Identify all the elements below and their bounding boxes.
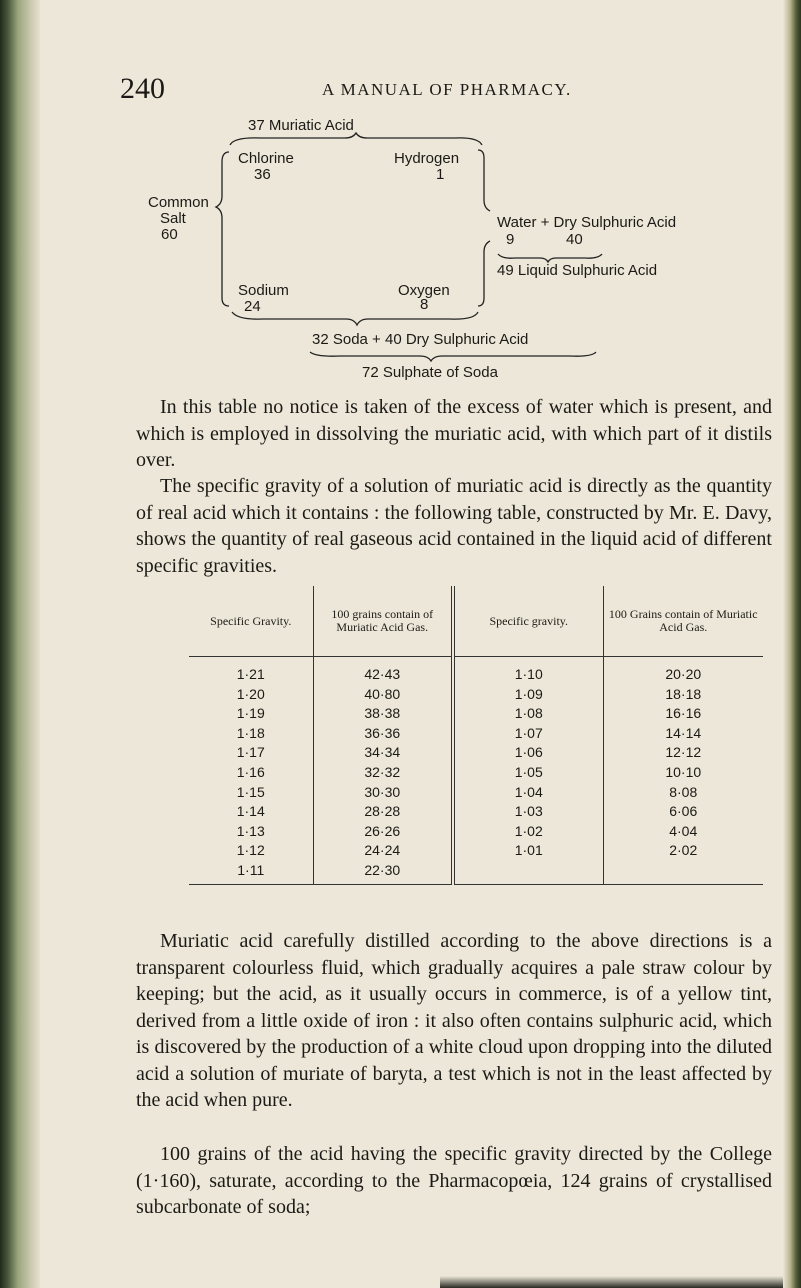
running-title: A MANUAL OF PHARMACY. [322,80,572,99]
header-specific-gravity-1: Specific Gravity. [189,586,313,657]
dry-acid-value: 40 [566,231,583,248]
table-cell: 34·34 [364,744,401,761]
table-cell: 6·06 [669,803,698,820]
table-cell: 26·26 [364,822,401,839]
table-cell: 8·08 [669,783,698,800]
paragraph-specific-gravity: The specific gravity of a solution of muriatic acid is directly as the quantity of real acid which it contains : the following table, constructed by Mr. E. Davy, shows the quantity of real gaseous acid contained in the liquid acid of different specific gravities. [136,475,772,577]
water-value: 9 [506,231,515,248]
table-cell: 1·07 [514,724,543,741]
hydrogen-label: Hydrogen [394,150,460,167]
table-cell: 18·18 [665,685,702,702]
table-cell: 1·03 [514,803,543,820]
column-grains-1 [313,657,453,885]
brace-sulphate [310,352,596,361]
paragraph-saturation: 100 grains of the acid having the specific gravity directed by the College (1·160), saturate, according to the Pharmacopœia, 124 grains of crystallised subcarbonate of soda; [136,1143,772,1218]
table-cell: 20·20 [665,666,702,682]
brace-water [478,150,490,211]
table-cell: 1·06 [514,744,543,761]
table-cell: 42·43 [364,666,401,682]
common-salt-value: 60 [161,226,178,243]
table-cell: 1·15 [236,783,265,800]
table-cell: 40·80 [364,685,401,702]
page-number: 240 [120,72,165,105]
table-cell: 22·30 [364,861,401,878]
oxygen-value: 8 [420,296,429,313]
table-cell: 32·32 [364,763,401,780]
table-cell: 1·17 [236,744,265,761]
table-cell: 1·09 [514,685,543,702]
table-cell: 1·11 [237,861,265,878]
common-salt-label-2: Salt [160,210,186,227]
table-cell: 1·10 [514,666,543,682]
table-cell: 1·14 [236,803,265,820]
brace-muriatic-acid [230,133,482,145]
sodium-label: Sodium [238,282,289,299]
sulphate-of-soda-label: 72 Sulphate of Soda [362,364,498,381]
brace-common-salt [216,152,229,306]
column-specific-gravity-2 [453,657,603,885]
table-cell: 1·05 [514,763,543,780]
water-line: Water + Dry Sulphuric Acid [497,214,677,231]
table-cell: 24·24 [364,842,401,859]
header-specific-gravity-2: Specific gravity. [453,586,603,657]
specific-gravity-table [189,586,763,885]
table-cell: 36·36 [364,724,401,741]
chlorine-label: Chlorine [238,150,294,167]
hydrogen-value: 1 [436,166,445,183]
table-cell: 14·14 [665,724,702,741]
table-cell: 38·38 [364,705,401,722]
header-grains-1: 100 grains contain of Muriatic Acid Gas. [313,586,453,657]
table-cell: 4·04 [669,822,698,839]
table-cell: 1·20 [236,685,265,702]
oxygen-label: Oxygen [398,282,450,299]
header-grains-2: 100 Grains contain of Muriatic Acid Gas. [603,586,763,657]
table-cell: 10·10 [665,763,702,780]
table-cell: 1·12 [236,842,265,859]
column-grains-2 [603,657,763,885]
table-cell: 1·01 [514,842,543,859]
bottom-edge [440,1276,783,1288]
common-salt-label-1: Common [148,194,209,211]
table-cell: 1·21 [236,666,265,682]
table-cell: 1·19 [236,705,265,722]
table-cell: 1·08 [514,705,543,722]
table-cell: 1·04 [514,783,543,800]
table-cell: 1·16 [236,763,265,780]
chlorine-value: 36 [254,166,271,183]
brace-soda-bottom [232,312,478,325]
table-cell: 12·12 [665,744,702,761]
column-specific-gravity-1 [189,657,313,885]
table-cell: 2·02 [669,842,698,859]
table-cell: 28·28 [364,803,401,820]
table-cell: 16·16 [665,705,702,722]
soda-line: 32 Soda + 40 Dry Sulphuric Acid [312,331,529,348]
muriatic-acid-label: 37 Muriatic Acid [248,117,354,134]
brace-liquid-acid [498,254,602,262]
table-cell: 30·30 [364,783,401,800]
liquid-acid-label: 49 Liquid Sulphuric Acid [497,262,658,279]
paragraph-muriatic-properties: Muriatic acid carefully distilled according to the above directions is a transparent colourless fluid, which gradually acquires a pale straw colour by keeping; but the acid, as it usually occurs in commerce, is of a yellow tint, derived from a little oxide of iron : it also often contains sulphuric acid, which is discovered by the production of a white cloud upon dropping into the diluted acid a solution of muriate of baryta, a test which is not in the least affected by the acid when pure. [136,930,772,1111]
table-cell: 1·02 [514,822,543,839]
paragraph-excess-water: In this table no notice is taken of the excess of water which is present, and which is employed in dissolving the muriatic acid, with which part of it distils over. [136,396,772,471]
table-cell: 1·13 [236,822,265,839]
sodium-value: 24 [244,298,261,315]
table-cell: 1·18 [236,724,265,741]
brace-soda [478,241,490,306]
